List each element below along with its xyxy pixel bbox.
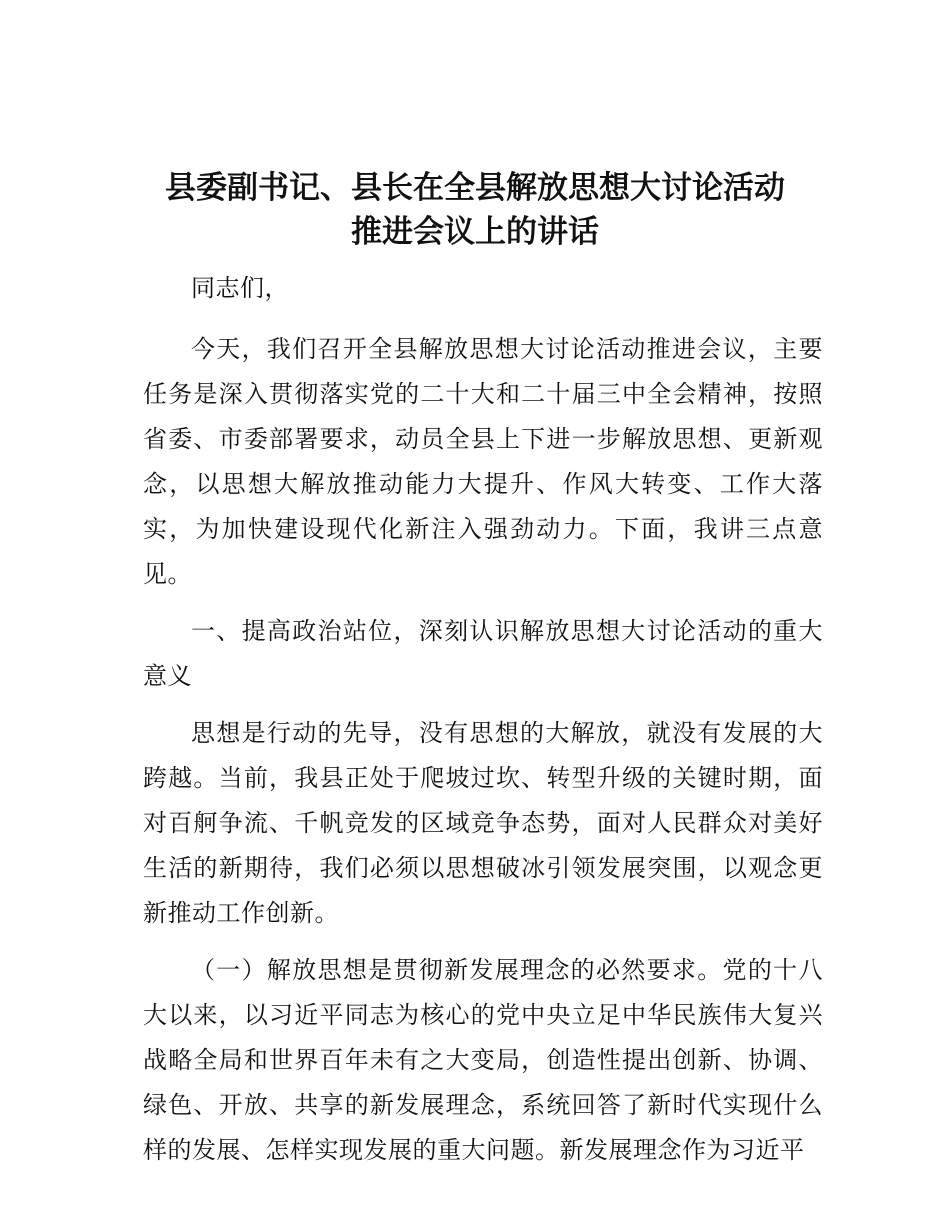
document-title-line-1: 县委副书记、县长在全县解放思想大讨论活动 — [165, 170, 785, 206]
section-heading: 一、提高政治站位，深刻认识解放思想大讨论活动的重大意义 — [143, 617, 823, 690]
body-paragraph: 今天，我们召开全县解放思想大讨论活动推进会议，主要任务是深入贯彻落实党的二十大和二十届三中全会精神，按照省委、市委部署要求，动员全县上下进一步解放思想、更新观念，以思想大解放推动能力大提升、作风大转变、工作大落实，为加快建设现代化新注入强劲动力。下面，我讲三点意见。 — [143, 335, 823, 588]
document-body — [143, 266, 823, 1185]
body-paragraph: 思想是行动的先导，没有思想的大解放，就没有发展的大跨越。当前，我县正处于爬坡过坎、转型升级的关键时期，面对百舸争流、千帆竞发的区域竞争态势，面对人民群众对美好生活的新期待，我们必须以思想破冰引领发展突围，以观念更新推动工作创新。 — [143, 719, 823, 927]
salutation: 同志们， — [191, 274, 289, 302]
body-paragraph: （一）解放思想是贯彻新发展理念的必然要求。党的十八大以来，以习近平同志为核心的党中央立足中华民族伟大复兴战略全局和世界百年未有之大变局，创造性提出创新、协调、绿色、开放、共享的新发展理念，系统回答了新时代实现什么样的发展、怎样实现发展的重大问题。新发展理念作为习近平 — [143, 956, 823, 1164]
document-title-line-2: 推进会议上的讲话 — [351, 214, 599, 250]
